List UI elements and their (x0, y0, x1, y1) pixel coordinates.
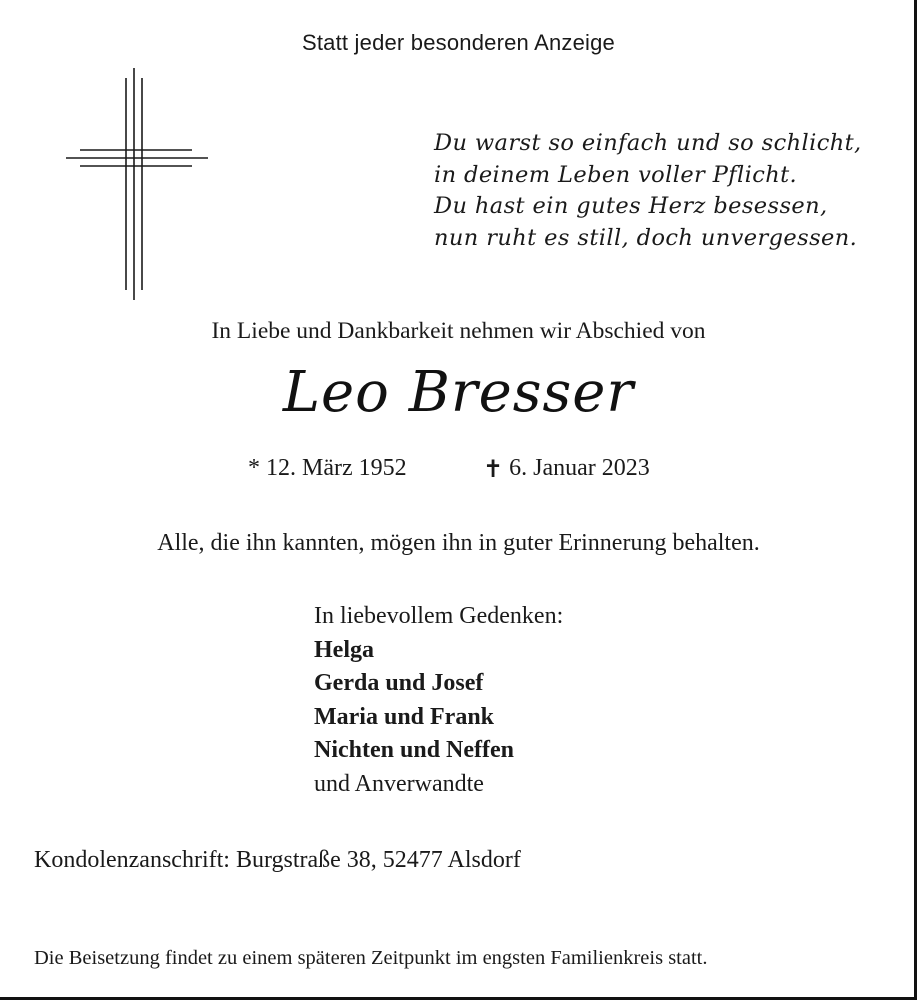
intro-text: In Liebe und Dankbarkeit nehmen wir Abschied von (211, 318, 706, 344)
condolence-address: Kondolenzanschrift: Burgstraße 38, 52477 Alsdorf (34, 847, 521, 873)
poem-line: nun ruht es still, doch unvergessen. (434, 224, 858, 251)
family-block (314, 600, 563, 801)
poem-line: Du hast ein gutes Herz besessen, (434, 193, 828, 219)
deceased-name: Leo Bresser (282, 360, 635, 425)
family-member: Helga (314, 636, 374, 663)
family-footer: und Anverwandte (314, 770, 484, 797)
memory-line: Alle, die ihn kannten, mögen ihn in guter Erinnerung behalten. (157, 530, 760, 556)
poem-line: in deinem Leben voller Pflicht. (434, 161, 798, 188)
latin-cross-icon (62, 64, 212, 300)
birth-date: * 12. März 1952 (248, 455, 407, 481)
family-member: Gerda und Josef (314, 670, 484, 696)
poem (434, 128, 862, 254)
poem-line: Du warst so einfach und so schlicht, (434, 130, 862, 156)
death-date-line (483, 455, 650, 484)
funeral-note: Die Beisetzung findet zu einem späteren Zeitpunkt im engsten Familienkreis statt. (34, 947, 708, 969)
family-heading: In liebevollem Gedenken: (314, 603, 564, 629)
family-member: Maria und Frank (314, 703, 495, 730)
family-member: Nichten und Neffen (314, 737, 515, 763)
death-cross-icon: ✝ (483, 457, 504, 483)
death-date: 6. Januar 2023 (509, 455, 650, 481)
header-text: Statt jeder besonderen Anzeige (301, 30, 615, 55)
